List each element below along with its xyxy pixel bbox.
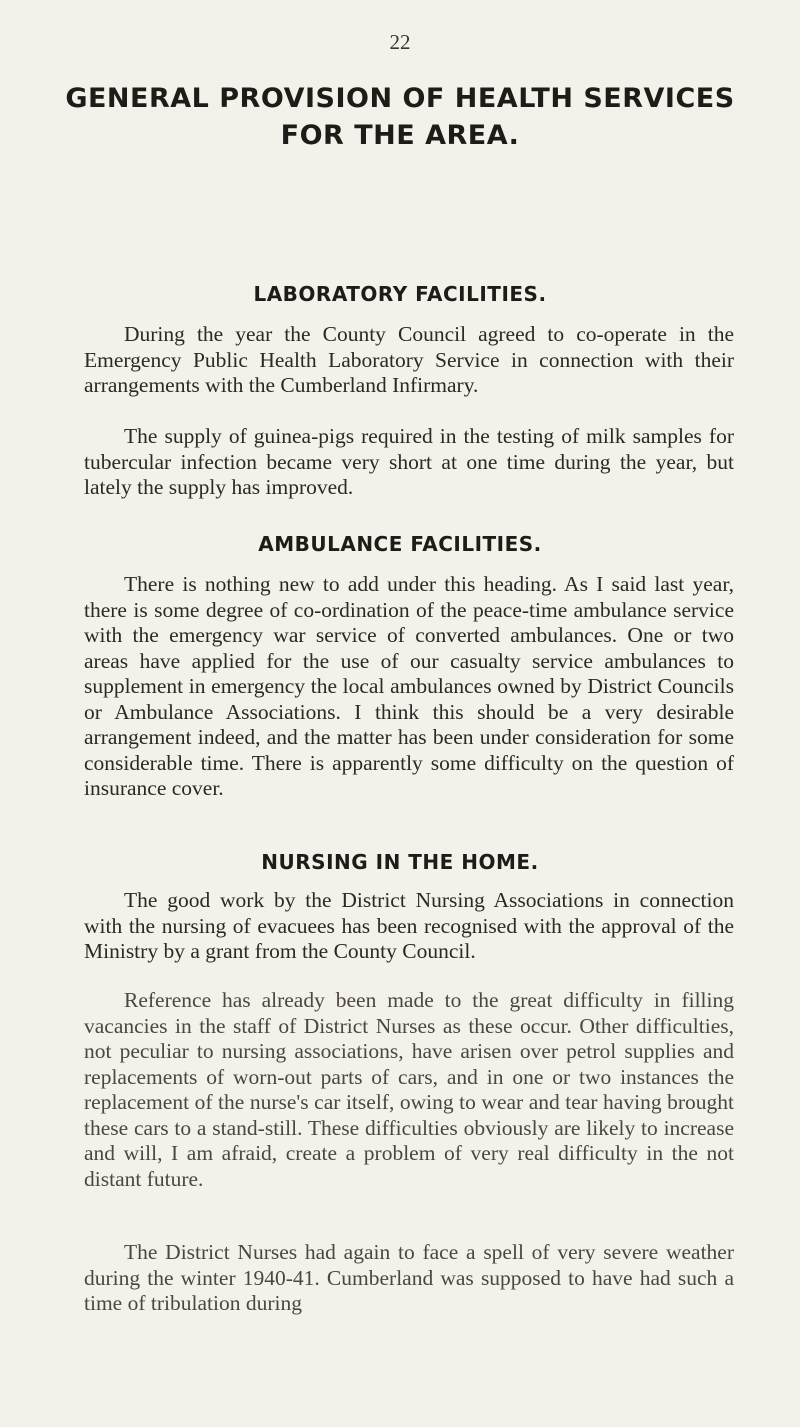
paragraph-laboratory-1: During the year the County Council agreed to co-operate in the Emergency Public Health Laboratory Service in connection with their arrangements with the Cumberland Infirmary.: [84, 322, 734, 397]
paragraph-laboratory-2: The supply of guinea-pigs required in the testing of milk samples for tubercular infection became very short at one time during the year, but lately the supply has improved.: [84, 424, 734, 499]
section-heading-nursing: NURSING IN THE HOME.: [261, 850, 539, 874]
paragraph-ambulance-1: There is nothing new to add under this heading. As I said last year, there is some degree of co-ordination of the peace-time ambulance service with the emergency war service of converted ambulances. One or two areas have applied for the use of our casualty service ambulances to supplement in emergency the local ambulances owned by District Councils or Ambulance Associations. I think this should be a very desirable arrangement indeed, and the matter has been under consideration for some considerable time. There is apparently some difficulty on the question of insurance cover.: [84, 572, 734, 800]
page-title: GENERAL PROVISION OF HEALTH SERVICES FOR THE AREA.: [65, 83, 735, 151]
paragraph-nursing-3: The District Nurses had again to face a spell of very severe weather during the winter 1940-41. Cumberland was supposed to have had such a time of tribulation during: [84, 1240, 734, 1315]
page-number: 22: [389, 30, 411, 54]
section-heading-ambulance: AMBULANCE FACILITIES.: [258, 532, 542, 556]
section-heading-laboratory: LABORATORY FACILITIES.: [253, 282, 547, 306]
paragraph-nursing-1: The good work by the District Nursing Associations in connection with the nursing of evacuees has been recognised with the approval of the Ministry by a grant from the County Council.: [84, 888, 734, 963]
paragraph-nursing-2: Reference has already been made to the great difficulty in filling vacancies in the staff of District Nurses as these occur. Other difficulties, not peculiar to nursing associations, have arisen over petrol supplies and replacements of worn-out parts of cars, and in one or two instances the replacement of the nurse's car itself, owing to wear and tear having brought these cars to a stand-still. These difficulties obviously are likely to increase and will, I am afraid, create a problem of very real difficulty in the not distant future.: [84, 988, 734, 1191]
